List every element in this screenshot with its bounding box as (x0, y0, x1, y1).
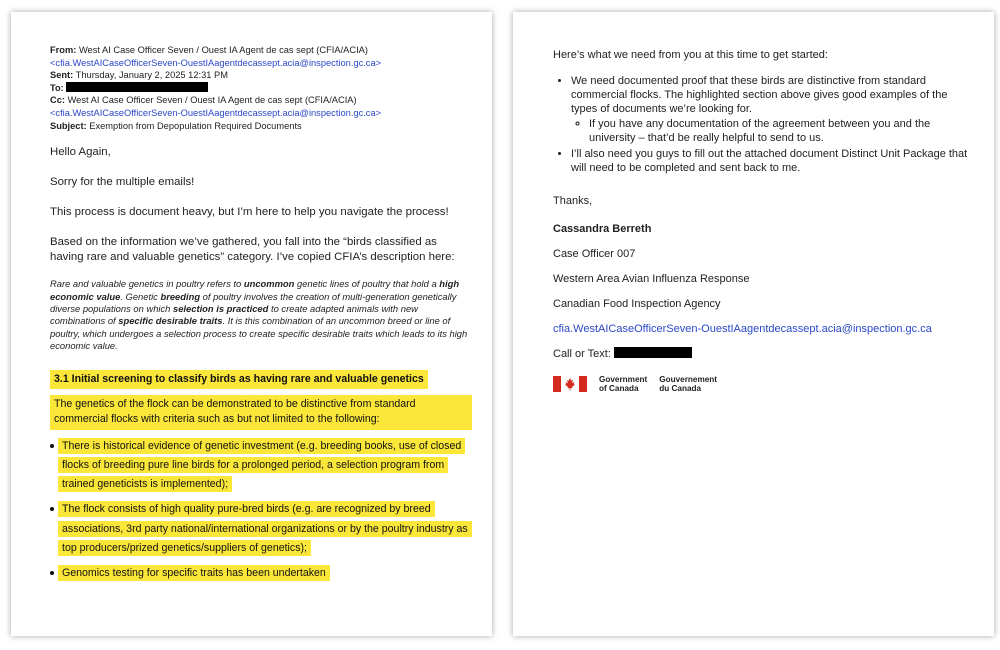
cc-email[interactable]: <cfia.WestAICaseOfficerSeven-OuestIAagentdecassept.acia@inspection.gc.ca> (50, 107, 382, 118)
from-line: From: West AI Case Officer Seven / Ouest IA Agent de cas sept (CFIA/ACIA) (50, 45, 368, 55)
list-item: There is historical evidence of genetic investment (e.g. breeding books, use of closed flocks of breeding pure line birds for a prolonged period, a selection program from trained geneticists is implemented); (58, 436, 472, 494)
list-item: • I’ll also need you guys to fill out the attached document Distinct Unit Package that will need to be completed and sent back to me. (571, 147, 974, 175)
sub-list (571, 117, 974, 145)
sent-value: Thursday, January 2, 2025 12:31 PM (75, 70, 228, 81)
cfia-description-quote: Rare and valuable genetics in poultry refers to uncommon genetic lines of poultry that hold a high economic value. Genetic breeding of poultry involves the creation of multi-generation genetically diverse populations on which selection is practiced to create adapted animals with new combinations of specific desirable traits. It is this combination of an uncommon breed or line of poultry, which undergoes a selection process to create specific desirable traits which leads to its high economic value. (50, 278, 468, 352)
call-line: Call or Text: (553, 347, 974, 361)
redaction-bar (66, 82, 208, 92)
cc-value: West AI Case Officer Seven / Ouest IA Agent de cas sept (CFIA/ACIA) (67, 95, 357, 106)
email-header (50, 44, 472, 132)
subject-line: Subject: Exemption from Depopulation Required Documents (50, 120, 302, 131)
government-of-canada-logo (553, 375, 974, 393)
body-paragraph-2: This process is document heavy, but I’m here to help you navigate the process! (50, 206, 449, 219)
list-item: The flock consists of high quality pure-bred birds (e.g. are recognized by breed associations, 3rd party national/international organizations or by the poultry industry as top producers/prized genetics/suppliers of genetics); (58, 499, 472, 557)
signature-name: Cassandra Berreth (553, 223, 652, 236)
list-item: ◦ If you have any documentation of the agreement between you and the university – that’d be really helpful to send to us. (589, 117, 974, 145)
highlighted-section (50, 369, 472, 583)
canada-flag-icon (553, 376, 587, 392)
list-item: Genomics testing for specific traits has been undertaken (58, 563, 472, 582)
signature-email[interactable]: cfia.WestAICaseOfficerSeven-OuestIAagentdecassept.acia@inspection.gc.ca (553, 323, 932, 336)
signature-title: Case Officer 007 (553, 248, 636, 261)
body-paragraph-3: Based on the information we’ve gathered, you fall into the “birds classified as having rare and valuable genetics” category. I’ve copied CFIA’s description here: (50, 236, 455, 264)
list-item: • We need documented proof that these birds are distinctive from standard commercial flocks. The highlighted section above gives good examples of the types of documents we’re looking for. ◦ If you have any documentation of the agreement between you and the university – that’d be really helpful to send to us. (571, 74, 974, 145)
signature-agency: Canadian Food Inspection Agency (553, 298, 721, 311)
body-paragraph-1: Sorry for the multiple emails! (50, 176, 195, 189)
cc-line: Cc: West AI Case Officer Seven / Ouest IA Agent de cas sept (CFIA/ACIA) (50, 95, 357, 106)
section-title: 3.1 Initial screening to classify birds as having rare and valuable genetics (50, 370, 428, 389)
signature-dept: Western Area Avian Influenza Response (553, 273, 750, 286)
email-page-right (513, 12, 994, 636)
redaction-bar (614, 347, 692, 358)
from-value: West AI Case Officer Seven / Ouest IA Agent de cas sept (CFIA/ACIA) (78, 45, 368, 55)
gov-french: Gouvernement du Canada (659, 375, 718, 394)
to-line: To: (50, 82, 472, 95)
sent-line: Sent: Thursday, January 2, 2025 12:31 PM (50, 70, 228, 81)
from-email[interactable]: <cfia.WestAICaseOfficerSeven-OuestIAagentdecassept.acia@inspection.gc.ca> (50, 57, 382, 68)
request-intro: Here’s what we need from you at this time to get started: (553, 49, 828, 61)
gov-english: Government of Canada (599, 375, 648, 394)
email-page-left (11, 12, 492, 636)
greeting: Hello Again, (50, 146, 111, 159)
request-list (553, 74, 974, 175)
criteria-list (58, 436, 472, 582)
subject-value: Exemption from Depopulation Required Documents (89, 120, 302, 131)
thanks: Thanks, (553, 195, 593, 208)
section-intro: The genetics of the flock can be demonstrated to be distinctive from standard commercial flocks with criteria such as but not limited to the following: (50, 395, 472, 430)
